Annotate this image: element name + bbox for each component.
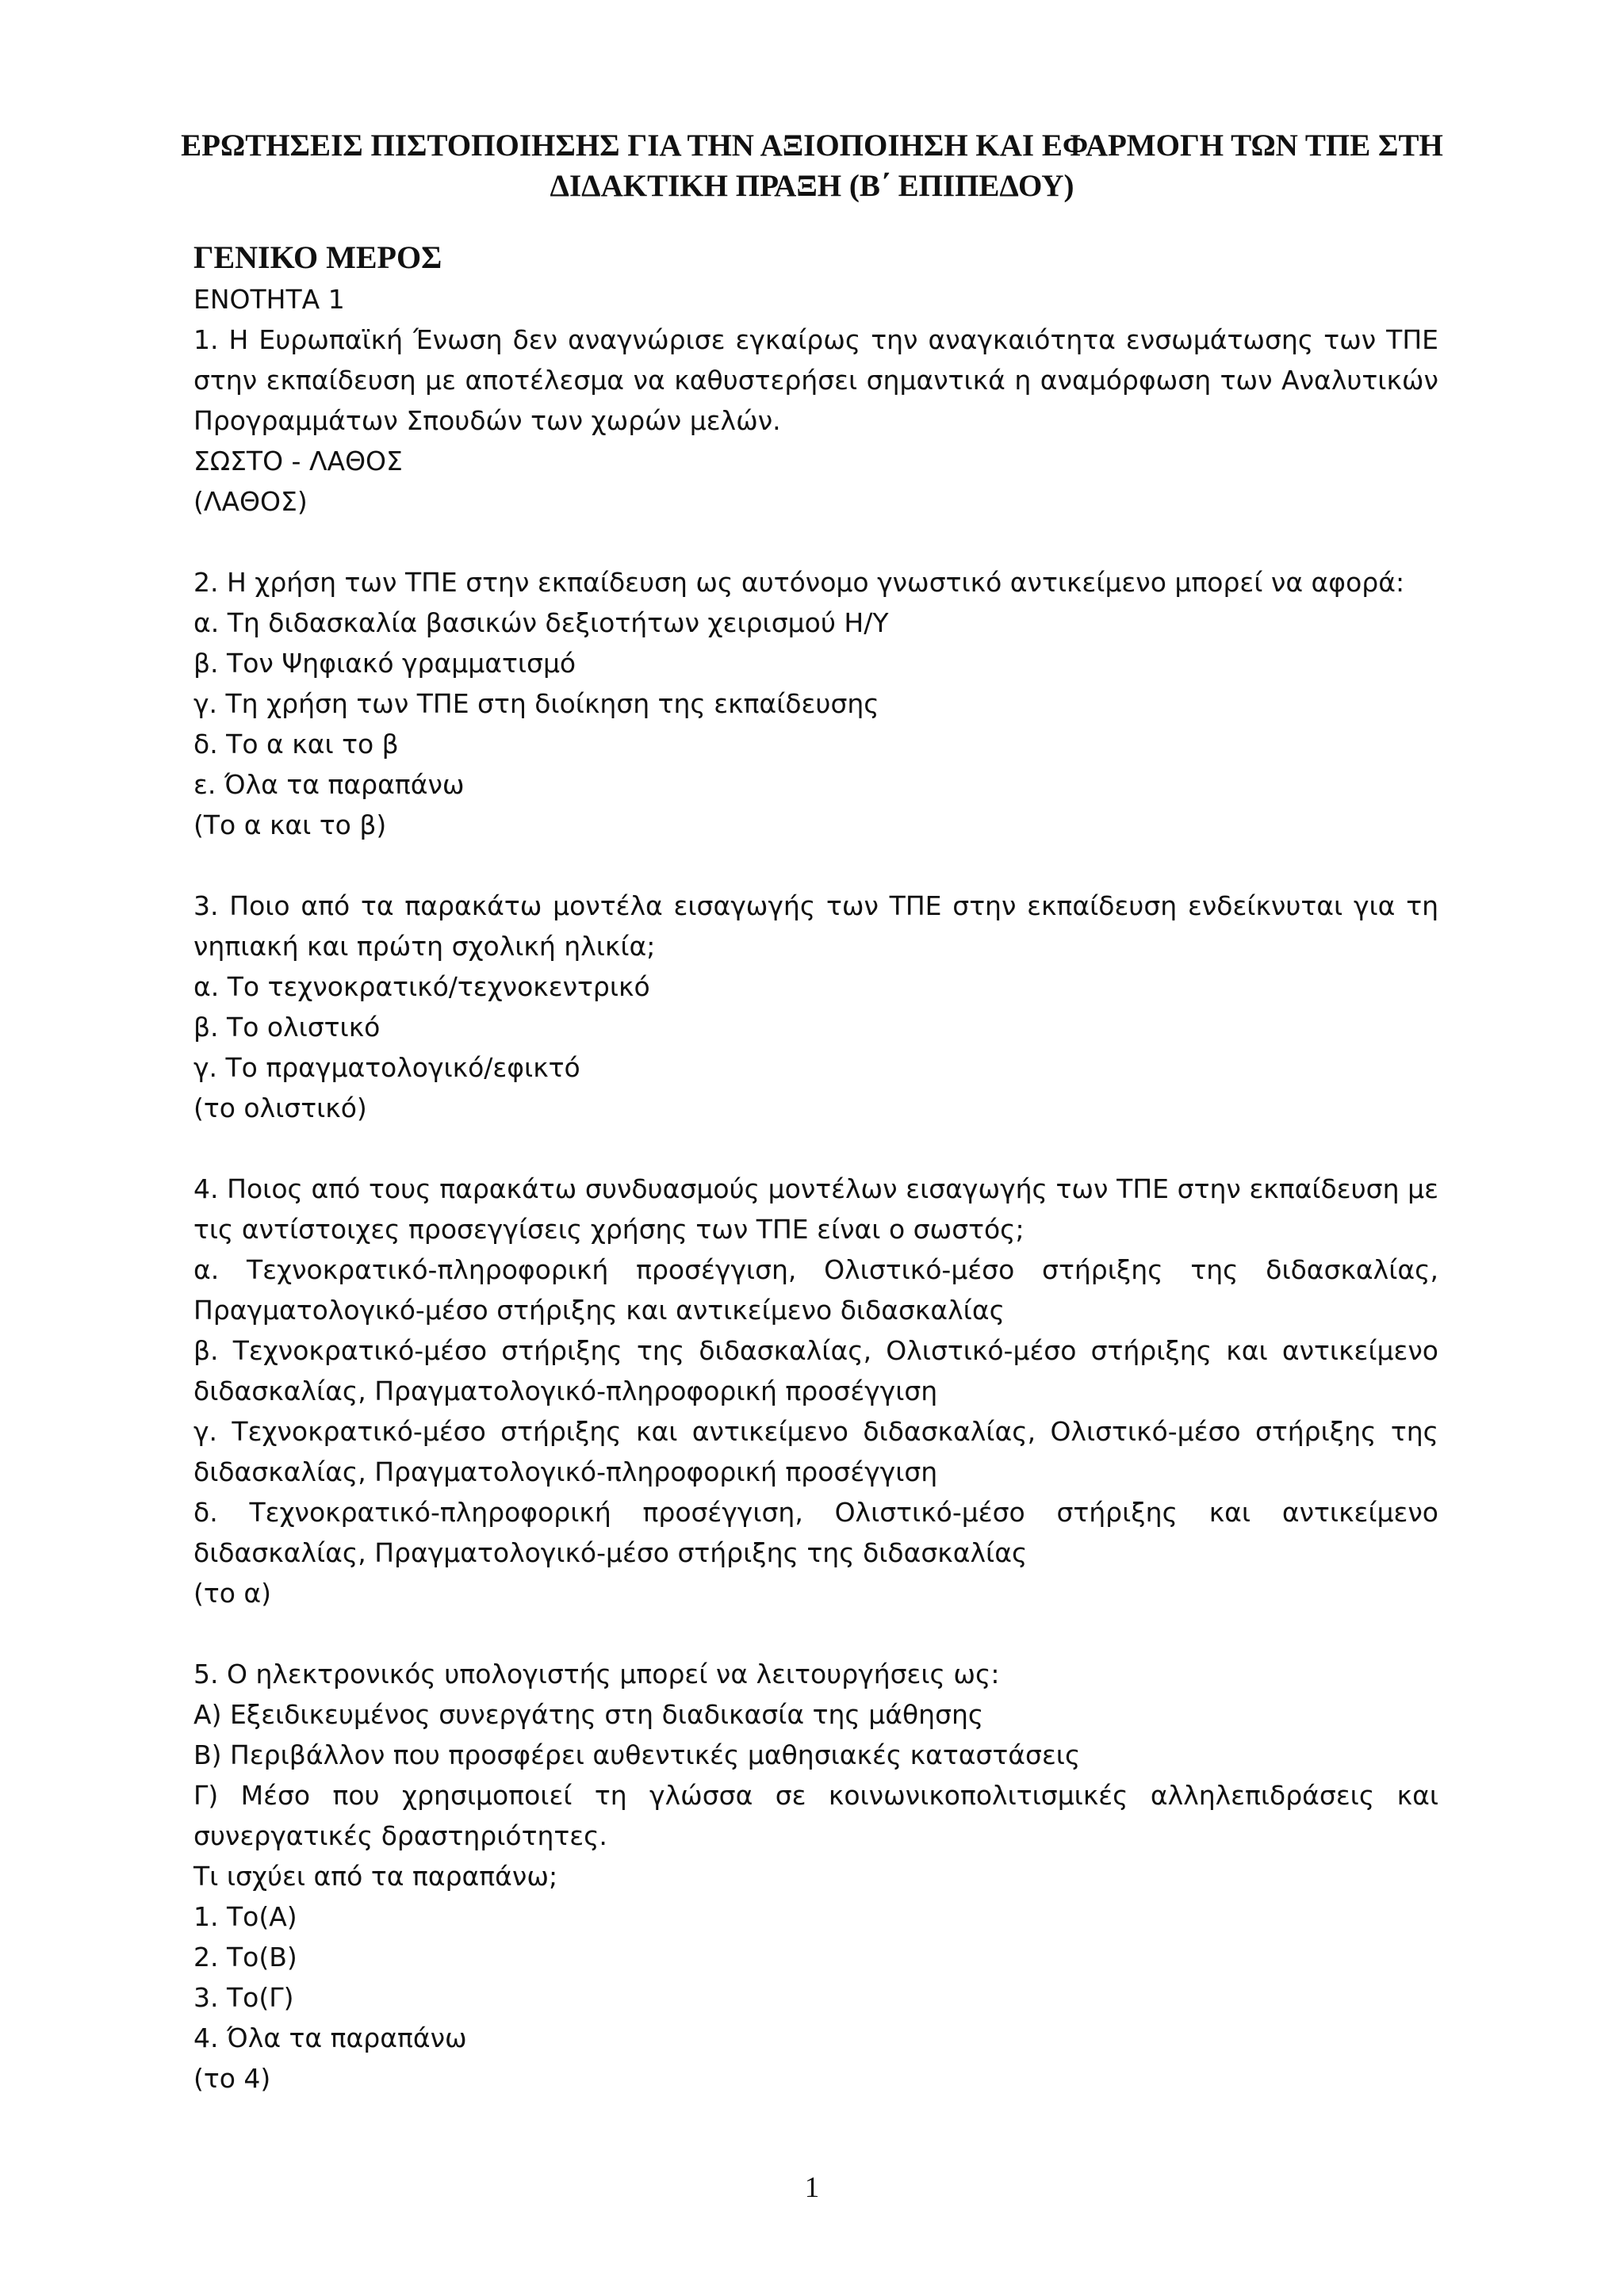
question-1 <box>193 320 1438 522</box>
question-option: Β) Περιβάλλον που προσφέρει αυθεντικές μαθησιακές καταστάσεις <box>193 1739 1081 1770</box>
question-2 <box>193 562 1438 845</box>
question-3 <box>193 886 1438 1128</box>
unit-label: ΕΝΟΤΗΤΑ 1 <box>193 284 345 315</box>
document-body <box>193 236 1438 2099</box>
question-option: β. Τεχνοκρατικό-μέσο στήριξης της διδασκαλίας, Ολιστικό-μέσο στήριξης και αντικείμενο διδασκαλίας, Πραγματολογικό-πληροφορική προσέγγιση <box>193 1335 1438 1406</box>
question-option: α. Τη διδασκαλία βασικών δεξιοτήτων χειρισμού Η/Υ <box>193 607 889 638</box>
question-text: 5. Ο ηλεκτρονικός υπολογιστής μπορεί να λειτουργήσεις ως: <box>193 1659 1000 1689</box>
question-text: 3. Ποιο από τα παρακάτω μοντέλα εισαγωγής των ΤΠΕ στην εκπαίδευση ενδείκνυται για τη νηπιακή και πρώτη σχολική ηλικία; <box>193 890 1438 962</box>
question-option: δ. Τεχνοκρατικό-πληροφορική προσέγγιση, Ολιστικό-μέσο στήριξης και αντικείμενο διδασκαλίας, Πραγματολογικό-μέσο στήριξης της διδασκαλίας <box>193 1497 1438 1568</box>
title-line-1: ΕΡΩΤΗΣΕΙΣ ΠΙΣΤΟΠΟΙΗΣΗΣ ΓΙΑ ΤΗΝ ΑΞΙΟΠΟΙΗΣΗ ΚΑΙ ΕΦΑΡΜΟΓΗ ΤΩΝ ΤΠΕ ΣΤΗ <box>181 128 1443 163</box>
section-title: ΓΕΝΙΚΟ ΜΕΡΟΣ <box>193 239 442 275</box>
question-option: δ. Το α και το β <box>193 729 399 760</box>
question-option: Γ) Μέσο που χρησιμοποιεί τη γλώσσα σε κοινωνικοπολιτισμικές αλληλεπιδράσεις και συνεργατικές δραστηριότητες. <box>193 1780 1438 1851</box>
question-prompt: Τι ισχύει από τα παραπάνω; <box>193 1861 558 1892</box>
question-4 <box>193 1169 1438 1613</box>
question-option: ΣΩΣΤΟ - ΛΑΘΟΣ <box>193 446 403 476</box>
document-title <box>159 125 1465 206</box>
title-line-2: ΔΙΔΑΚΤΙΚΗ ΠΡΑΞΗ (Β΄ ΕΠΙΠΕΔΟΥ) <box>550 169 1074 203</box>
question-option: 2. Το(Β) <box>193 1942 297 1973</box>
question-answer: (το ολιστικό) <box>193 1093 367 1123</box>
question-option: α. Το τεχνοκρατικό/τεχνοκεντρικό <box>193 971 650 1002</box>
question-text: 1. Η Ευρωπαϊκή Ένωση δεν αναγνώρισε εγκαίρως την αναγκαιότητα ενσωμάτωσης των ΤΠΕ στην εκπαίδευση με αποτέλεσμα να καθυστερήσει σημαντικά η αναμόρφωση των Αναλυτικών Προγραμμάτων Σπουδών των χωρών μελών. <box>193 324 1438 436</box>
question-option: β. Το ολιστικό <box>193 1012 381 1043</box>
question-option: γ. Το πραγματολογικό/εφικτό <box>193 1052 580 1083</box>
question-answer: (το 4) <box>193 2063 271 2094</box>
question-option: α. Τεχνοκρατικό-πληροφορική προσέγγιση, Ολιστικό-μέσο στήριξης της διδασκαλίας, Πραγματολογικό-μέσο στήριξης και αντικείμενο διδασκαλίας <box>193 1254 1438 1326</box>
question-answer: (Το α και το β) <box>193 809 387 840</box>
question-option: ε. Όλα τα παραπάνω <box>193 769 465 800</box>
question-option: 3. Το(Γ) <box>193 1982 294 2013</box>
question-option: 1. Το(Α) <box>193 1901 297 1932</box>
page-number: 1 <box>804 2172 820 2204</box>
question-option: Α) Εξειδικευμένος συνεργάτης στη διαδικασία της μάθησης <box>193 1699 984 1730</box>
question-option: γ. Τη χρήση των ΤΠΕ στη διοίκηση της εκπαίδευσης <box>193 688 879 719</box>
question-option: β. Τον Ψηφιακό γραμματισμό <box>193 648 576 679</box>
question-text: 4. Ποιος από τους παρακάτω συνδυασμούς μοντέλων εισαγωγής των ΤΠΕ στην εκπαίδευση με τις αντίστοιχες προσεγγίσεις χρήσης των ΤΠΕ είναι ο σωστός; <box>193 1173 1438 1245</box>
question-answer: (το α) <box>193 1578 272 1609</box>
question-5 <box>193 1654 1438 2099</box>
question-text: 2. Η χρήση των ΤΠΕ στην εκπαίδευση ως αυτόνομο γνωστικό αντικείμενο μπορεί να αφορά: <box>193 567 1405 598</box>
question-option: 4. Όλα τα παραπάνω <box>193 2022 467 2053</box>
question-answer: (ΛΑΘΟΣ) <box>193 486 308 517</box>
question-option: γ. Τεχνοκρατικό-μέσο στήριξης και αντικείμενο διδασκαλίας, Ολιστικό-μέσο στήριξης της διδασκαλίας, Πραγματολογικό-πληροφορική προσέγγιση <box>193 1416 1438 1487</box>
